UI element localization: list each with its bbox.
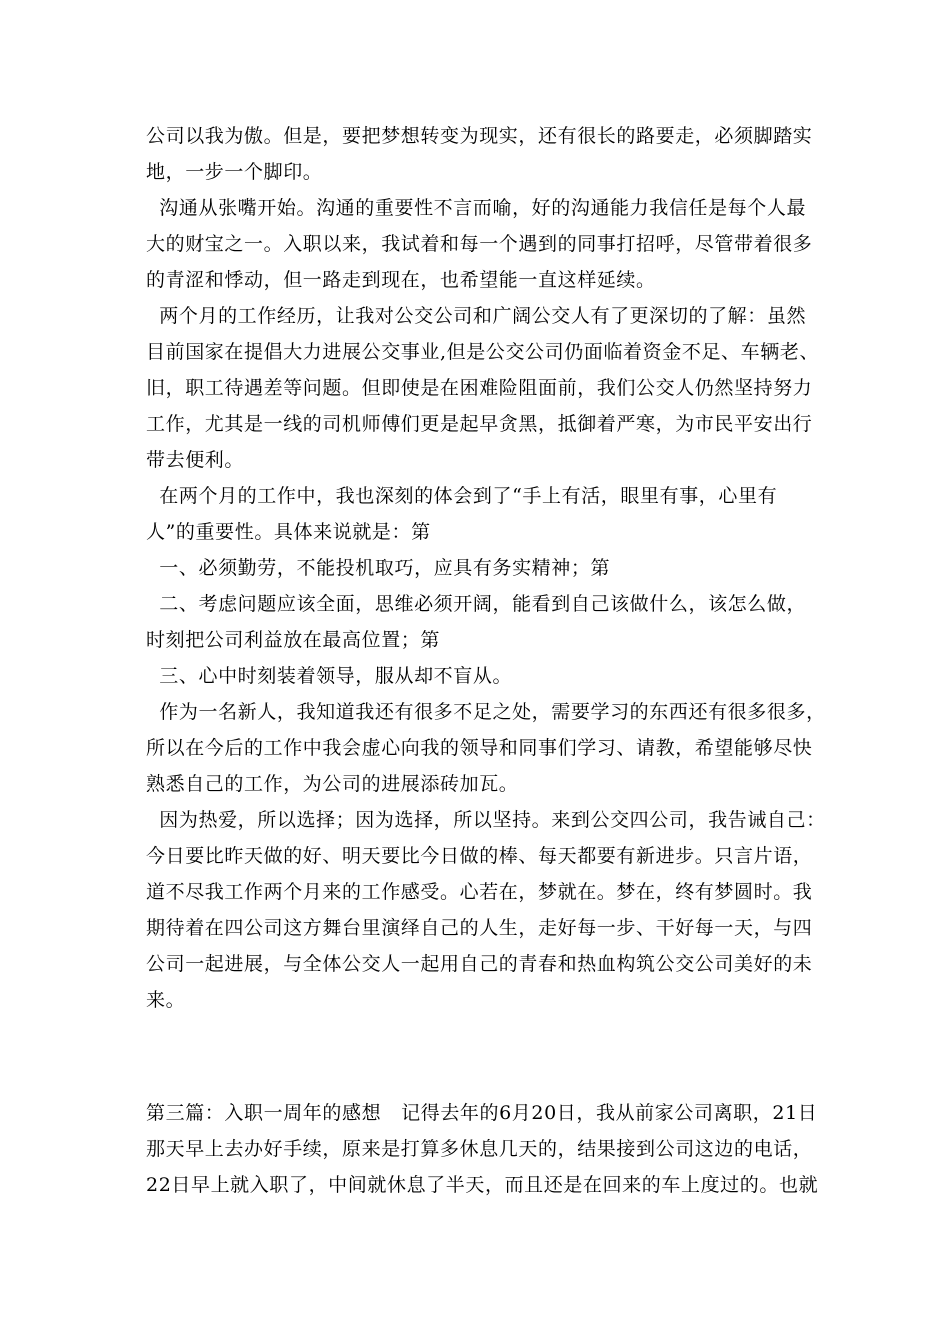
text-line: 带去便利。 xyxy=(146,449,245,471)
text-line: 二、考虑问题应该全面，思维必须开阔，能看到自己该做什么，该怎么做， xyxy=(146,593,807,615)
text-line: 的青涩和悸动，但一路走到现在，也希望能一直这样延续。 xyxy=(146,269,656,291)
text-line: 目前国家在提倡大力进展公交事业,但是公交公司仍面临着资金不足、车辆老、 xyxy=(146,341,820,363)
text-line: 在两个月的工作中，我也深刻的体会到了“手上有活，眼里有事，心里有 xyxy=(146,485,778,507)
text-line: 时刻把公司利益放在最高位置；第 xyxy=(146,629,441,651)
text-line: 旧，职工待遇差等问题。但即使是在困难险阻面前，我们公交人仍然坚持努力 xyxy=(146,377,813,399)
text-line: 一、必须勤劳，不能投机取巧，应具有务实精神；第 xyxy=(146,557,611,579)
text-line: 公司一起进展，与全体公交人一起用自己的青春和热血构筑公交公司美好的未 xyxy=(146,953,813,975)
text-line: 公司以我为傲。但是，要把梦想转变为现实，还有很长的路要走，必须脚踏实 xyxy=(146,125,813,147)
text-line: 作为一名新人，我知道我还有很多不足之处，需要学习的东西还有很多很多， xyxy=(146,701,826,723)
text-line: 两个月的工作经历，让我对公交公司和广阔公交人有了更深切的了解：虽然 xyxy=(146,305,807,327)
text-line: 那天早上去办好手续，原来是打算多休息几天的，结果接到公司这边的电话， xyxy=(146,1138,813,1160)
text-line: 道不尽我工作两个月来的工作感受。心若在，梦就在。梦在，终有梦圆时。我 xyxy=(146,881,813,903)
text-line: 熟悉自己的工作，为公司的进展添砖加瓦。 xyxy=(146,773,519,795)
text-line: 三、心中时刻装着领导，服从却不盲从。 xyxy=(146,665,513,687)
text-line: 22日早上就入职了，中间就休息了半天，而且还是在回来的车上度过的。也就 xyxy=(146,1174,819,1196)
text-line: 所以在今后的工作中我会虚心向我的领导和同事们学习、请教，希望能够尽快 xyxy=(146,737,813,759)
text-line: 地，一步一个脚印。 xyxy=(146,161,323,183)
text-line: 沟通从张嘴开始。沟通的重要性不言而喻，好的沟通能力我信任是每个人最 xyxy=(146,197,807,219)
text-line: 工作，尤其是一线的司机师傅们更是起早贪黑，抵御着严寒，为市民平安出行 xyxy=(146,413,813,435)
text-line: 大的财宝之一。入职以来，我试着和每一个遇到的同事打招呼，尽管带着很多 xyxy=(146,233,813,255)
text-line: 因为热爱，所以选择；因为选择，所以坚持。来到公交四公司，我告诫自己： xyxy=(146,809,826,831)
text-line: 人”的重要性。具体来说就是：第 xyxy=(146,521,431,543)
text-line: 今日要比昨天做的好、明天要比今日做的棒、每天都要有新进步。只言片语， xyxy=(146,845,813,867)
text-line: 期待着在四公司这方舞台里演绎自己的人生，走好每一步、干好每一天，与四 xyxy=(146,917,813,939)
text-line: 来。 xyxy=(146,989,186,1011)
section-heading-line: 第三篇：入职一周年的感想 记得去年的6月20日，我从前家公司离职，21日 xyxy=(146,1102,818,1124)
